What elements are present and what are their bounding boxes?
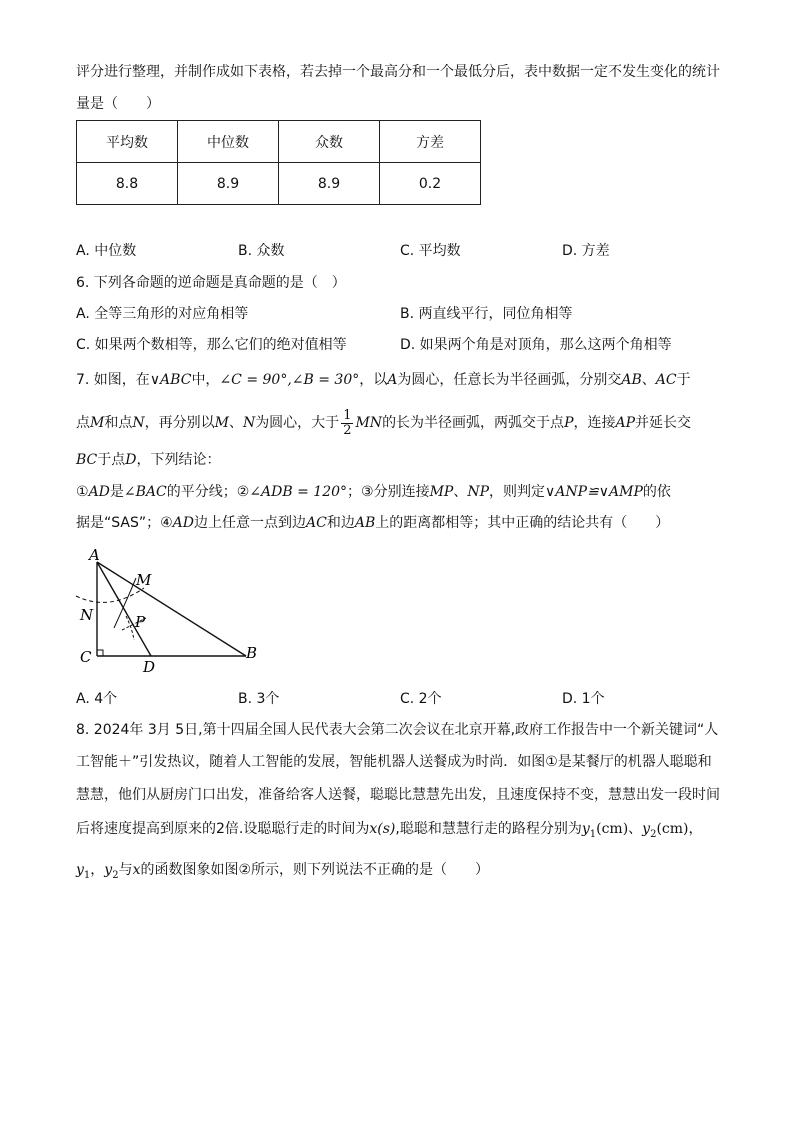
text: ① [76, 484, 89, 500]
math-var: MN [355, 415, 383, 431]
math-var: M [90, 415, 105, 431]
table-header-cell: 中位数 [178, 121, 279, 163]
text: 和边 [326, 515, 355, 531]
q8-stem-line1: 8. 2024年 3月 5日,第十四届全国人民代表大会第二次会议在北京开幕,政府工作报告中一个新关键词“人 [76, 722, 719, 738]
table-header-row [77, 121, 481, 163]
label-p: P [135, 613, 146, 631]
math-subscript: 1 [83, 869, 91, 881]
text: ，下列结论： [136, 452, 221, 468]
math-var: NP [467, 484, 490, 500]
text: ,聪聪和慧慧行走的路程分别为 [395, 821, 582, 837]
math-angle: ∠ADB = 120° [249, 484, 348, 500]
text: ，以 [359, 372, 388, 388]
construction-arc-center-a [76, 588, 144, 602]
label-d: D [143, 658, 156, 676]
math-var: M [214, 415, 229, 431]
text: 并延长交 [635, 415, 692, 431]
fraction-denominator: 2 [343, 422, 352, 438]
text: ， [688, 821, 703, 837]
q5-option-c[interactable]: C. 平均数 [400, 243, 461, 259]
text: ，再分别以 [144, 415, 215, 431]
q7-conclusions-line2 [76, 513, 669, 533]
text: 中， [191, 372, 220, 388]
q7-option-b[interactable]: B. 3个 [238, 691, 280, 707]
math-var: A [387, 372, 398, 388]
q5-stem-line1: 评分进行整理，并制作成如下表格，若去掉一个最高分和一个最低分后，表中数据一定不发生变化的统计 [76, 64, 720, 80]
table-cell: 8.9 [279, 163, 380, 205]
text: 与 [118, 862, 133, 878]
q7-stem-line3 [76, 450, 221, 470]
right-angle-mark [97, 650, 103, 656]
table-header-cell: 方差 [380, 121, 481, 163]
math-unit: (cm) [656, 821, 689, 837]
text: 为圆心，大于 [255, 415, 340, 431]
math-subscript: 2 [650, 828, 657, 840]
label-b: B [246, 644, 258, 662]
math-var: BC [76, 452, 98, 468]
math-condition: ∠C = 90°,∠B = 30° [219, 372, 360, 388]
math-var: y [581, 821, 590, 837]
text: 后将速度提高到原来的2倍.设聪聪行走的时间为 [76, 821, 370, 837]
math-unit: (cm) [596, 821, 629, 837]
q8-stem-line5 [76, 860, 489, 886]
math-var: N [132, 415, 145, 431]
label-m: M [136, 571, 152, 589]
math-var: P [564, 415, 574, 431]
text: ，则判定 [489, 484, 546, 500]
math-var: AB [354, 515, 376, 531]
q6-option-d[interactable]: D. 如果两个角是对顶角，那么这两个角相等 [400, 337, 672, 353]
label-n: N [80, 606, 94, 624]
q7-conclusions-line1 [76, 482, 671, 502]
math-var: y [642, 821, 651, 837]
q6-option-b[interactable]: B. 两直线平行，同位角相等 [400, 306, 573, 322]
text: ，连接 [573, 415, 616, 431]
table-header-cell: 众数 [279, 121, 380, 163]
table-cell: 8.9 [178, 163, 279, 205]
segment-ab [97, 562, 246, 656]
q7-option-a[interactable]: A. 4个 [76, 691, 118, 707]
math-var: AB [621, 372, 642, 388]
text: 于 [676, 372, 691, 388]
fraction-one-half [341, 409, 353, 438]
math-var: y [104, 862, 113, 878]
text: 、 [628, 821, 643, 837]
math-var: AD [88, 484, 110, 500]
math-var: x [132, 862, 141, 878]
q6-option-c[interactable]: C. 如果两个数相等，那么它们的绝对值相等 [76, 337, 347, 353]
table-cell: 0.2 [380, 163, 481, 205]
text: 为圆心，任意长为半径画弧，分别交 [397, 372, 622, 388]
q8-stem-line2: 工智能＋”引发热议，随着人工智能的发展，智能机器人送餐成为时尚．如图①是某餐厅的机器人聪聪和 [76, 754, 712, 770]
math-var: y [76, 862, 84, 878]
text: 是 [109, 484, 124, 500]
text: 据是“SAS”；④ [76, 515, 173, 531]
text: 的依 [642, 484, 671, 500]
math-triangle: ∨ABC [149, 372, 192, 388]
math-var: x(s) [369, 821, 396, 837]
text: 点 [76, 415, 90, 431]
text: 的函数图象如图②所示，则下列说法不正确的是（ ） [140, 862, 490, 878]
math-var: AP [615, 415, 636, 431]
text: 的平分线；② [166, 484, 250, 500]
q7-option-c[interactable]: C. 2个 [400, 691, 442, 707]
table-cell: 8.8 [77, 163, 178, 205]
math-congruence: ∨ANP≌∨AMP [545, 484, 643, 500]
q5-option-a[interactable]: A. 中位数 [76, 243, 137, 259]
math-var: N [242, 415, 256, 431]
q5-stem-line2: 量是（ ） [76, 96, 160, 112]
text: 上的距离都相等；其中正确的结论共有（ ） [375, 515, 670, 531]
text: ；③分别连接 [347, 484, 430, 500]
fraction-numerator: 1 [343, 407, 352, 423]
q7-stem-line1 [76, 370, 691, 390]
math-var: AC [306, 515, 327, 531]
text: 的长为半径画弧，两弧交于点 [382, 415, 565, 431]
math-var: MP [429, 484, 454, 500]
math-var: AD [172, 515, 195, 531]
math-subscript: 2 [112, 869, 119, 881]
q5-option-b[interactable]: B. 众数 [238, 243, 285, 259]
text: 和点 [104, 415, 133, 431]
label-a: A [89, 546, 100, 564]
text: 边上任意一点到边 [194, 515, 307, 531]
triangle-construction-figure [74, 540, 274, 680]
text: 7. 如图，在 [76, 372, 150, 388]
math-angle: ∠BAC [123, 484, 167, 500]
q8-stem-line4 [76, 819, 703, 845]
statistics-table [76, 120, 481, 205]
math-var: D [125, 452, 137, 468]
q5-option-d[interactable]: D. 方差 [562, 243, 610, 259]
table-header-cell: 平均数 [77, 121, 178, 163]
text: 于点 [97, 452, 126, 468]
math-var: AC [655, 372, 677, 388]
math-subscript: 1 [589, 828, 597, 840]
q6-option-a[interactable]: A. 全等三角形的对应角相等 [76, 306, 249, 322]
text: 、 [228, 415, 243, 431]
table-row [77, 163, 481, 205]
label-c: C [80, 648, 92, 666]
q7-stem-line2 [76, 408, 691, 438]
q6-stem: 6. 下列各命题的逆命题是真命题的是（ ） [76, 275, 346, 291]
construction-arc-m [114, 578, 136, 628]
text: 、 [453, 484, 468, 500]
q8-stem-line3: 慧慧，他们从厨房门口出发，准备给客人送餐，聪聪比慧慧先出发，且速度保持不变，慧慧出发一段时间 [76, 787, 720, 803]
text: ， [90, 862, 105, 878]
text: 、 [641, 372, 656, 388]
q7-option-d[interactable]: D. 1个 [562, 691, 605, 707]
